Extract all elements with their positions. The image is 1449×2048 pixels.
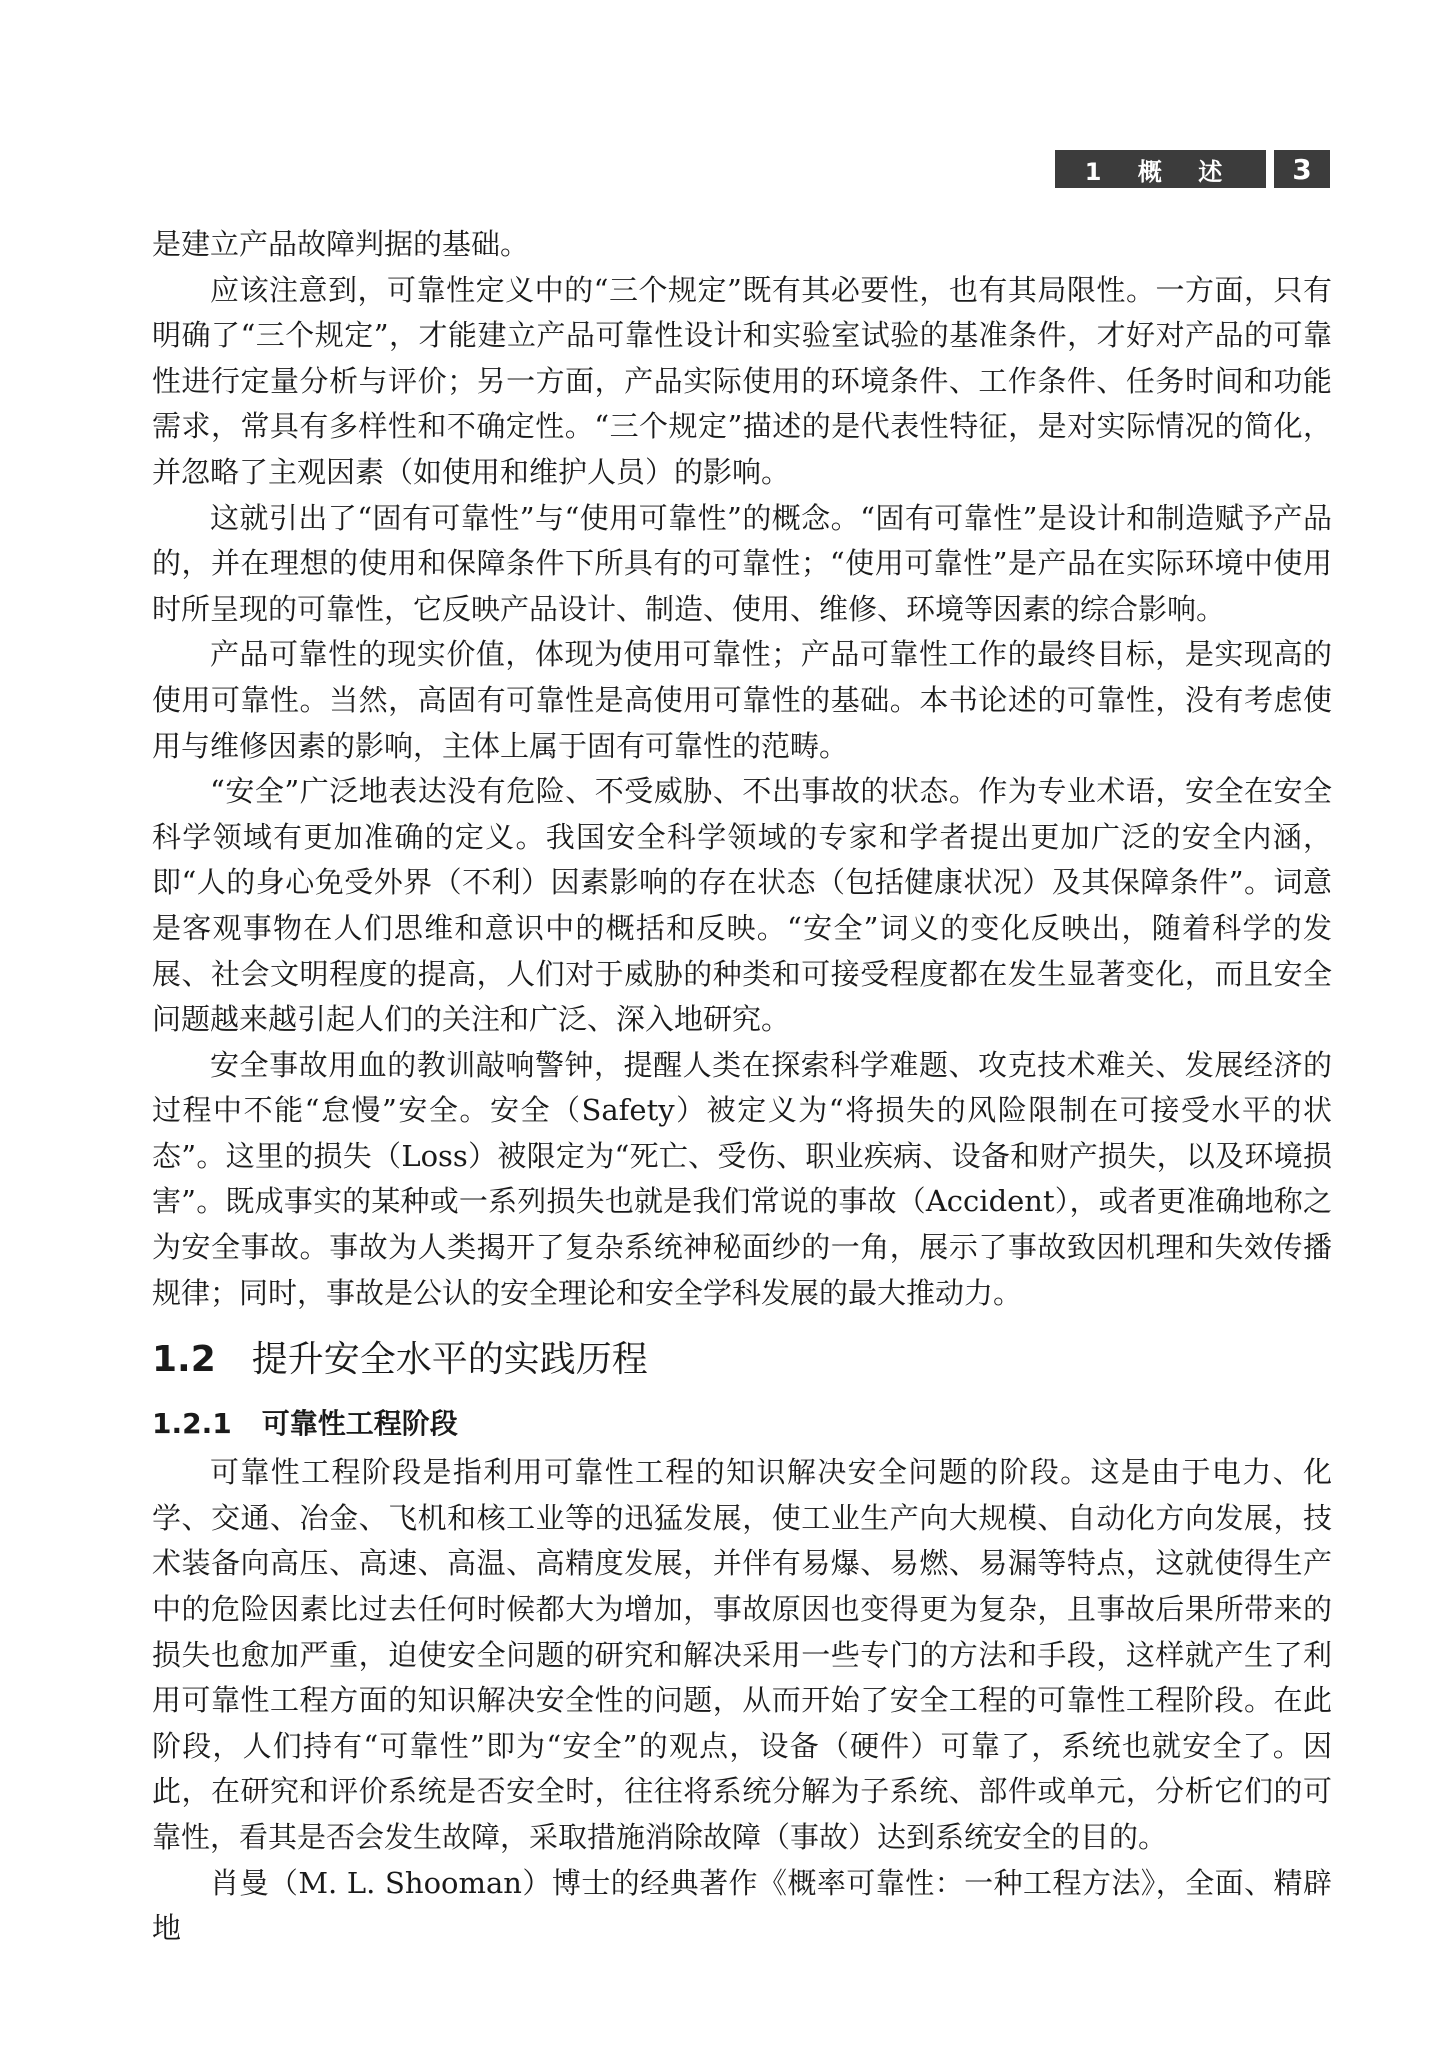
page-body (152, 222, 1332, 1952)
subsection-title: 可靠性工程阶段 (261, 1407, 458, 1441)
subsection-number: 1.2.1 (152, 1407, 232, 1441)
paragraph: 安全事故用血的教训敲响警钟，提醒人类在探索科学难题、攻克技术难关、发展经济的过程中不能“怠慢”安全。安全（Safety）被定义为“将损失的风险限制在可接受水平的状态”。这里的损失（Loss）被限定为“死亡、受伤、职业疾病、设备和财产损失，以及环境损害”。既成事实的某种或一系列损失也就是我们常说的事故（Accident），或者更准确地称之为安全事故。事故为人类揭开了复杂系统神秘面纱的一角，展示了事故致因机理和失效传播规律；同时，事故是公认的安全理论和安全学科发展的最大推动力。 (152, 1047, 1332, 1310)
section-number: 1.2 (152, 1339, 216, 1381)
paragraph: 肖曼（M. L. Shooman）博士的经典著作《概率可靠性：一种工程方法》，全面、精辟地 (152, 1865, 1332, 1946)
paragraph: 这就引出了“固有可靠性”与“使用可靠性”的概念。“固有可靠性”是设计和制造赋予产品的，并在理想的使用和保障条件下所具有的可靠性；“使用可靠性”是产品在实际环境中使用时所呈现的可靠性，它反映产品设计、制造、使用、维修、环境等因素的综合影响。 (152, 500, 1332, 626)
paragraph: 应该注意到，可靠性定义中的“三个规定”既有其必要性，也有其局限性。一方面，只有明确了“三个规定”，才能建立产品可靠性设计和实验室试验的基准条件，才好对产品的可靠性进行定量分析与评价；另一方面，产品实际使用的环境条件、工作条件、任务时间和功能需求，常具有多样性和不确定性。“三个规定”描述的是代表性特征，是对实际情况的简化，并忽略了主观因素（如使用和维护人员）的影响。 (152, 272, 1332, 489)
section-heading (152, 1330, 1332, 1390)
paragraph: 产品可靠性的现实价值，体现为使用可靠性；产品可靠性工作的最终目标，是实现高的使用可靠性。当然，高固有可靠性是高使用可靠性的基础。本书论述的可靠性，没有考虑使用与维修因素的影响，主体上属于固有可靠性的范畴。 (152, 637, 1332, 763)
page-number: 3 (1274, 150, 1330, 188)
chapter-label: 1 概 述 (1055, 150, 1266, 188)
header-divider (1266, 150, 1274, 188)
paragraph: 可靠性工程阶段是指利用可靠性工程的知识解决安全问题的阶段。这是由于电力、化学、交通、冶金、飞机和核工业等的迅猛发展，使工业生产向大规模、自动化方向发展，技术装备向高压、高速、高温、高精度发展，并伴有易爆、易燃、易漏等特点，这就使得生产中的危险因素比过去任何时候都大为增加，事故原因也变得更为复杂，且事故后果所带来的损失也愈加严重，迫使安全问题的研究和解决采用一些专门的方法和手段，这样就产生了利用可靠性工程方面的知识解决安全性的问题，从而开始了安全工程的可靠性工程阶段。在此阶段，人们持有“可靠性”即为“安全”的观点，设备（硬件）可靠了，系统也就安全了。因此，在研究和评价系统是否安全时，往往将系统分解为子系统、部件或单元，分析它们的可靠性，看其是否会发生故障，采取措施消除故障（事故）达到系统安全的目的。 (152, 1455, 1332, 1854)
paragraph: “安全”广泛地表达没有危险、不受威胁、不出事故的状态。作为专业术语，安全在安全科学领域有更加准确的定义。我国安全科学领域的专家和学者提出更加广泛的安全内涵，即“人的身心免受外界（不利）因素影响的存在状态（包括健康状况）及其保障条件”。词意是客观事物在人们思维和意识中的概括和反映。“安全”词义的变化反映出，随着科学的发展、社会文明程度的提高，人们对于威胁的种类和可接受程度都在发生显著变化，而且安全问题越来越引起人们的关注和广泛、深入地研究。 (152, 774, 1332, 1037)
paragraph: 是建立产品故障判据的基础。 (152, 227, 530, 261)
subsection-heading (152, 1400, 1332, 1448)
section-title: 提升安全水平的实践历程 (251, 1339, 648, 1381)
running-header (1055, 150, 1330, 188)
